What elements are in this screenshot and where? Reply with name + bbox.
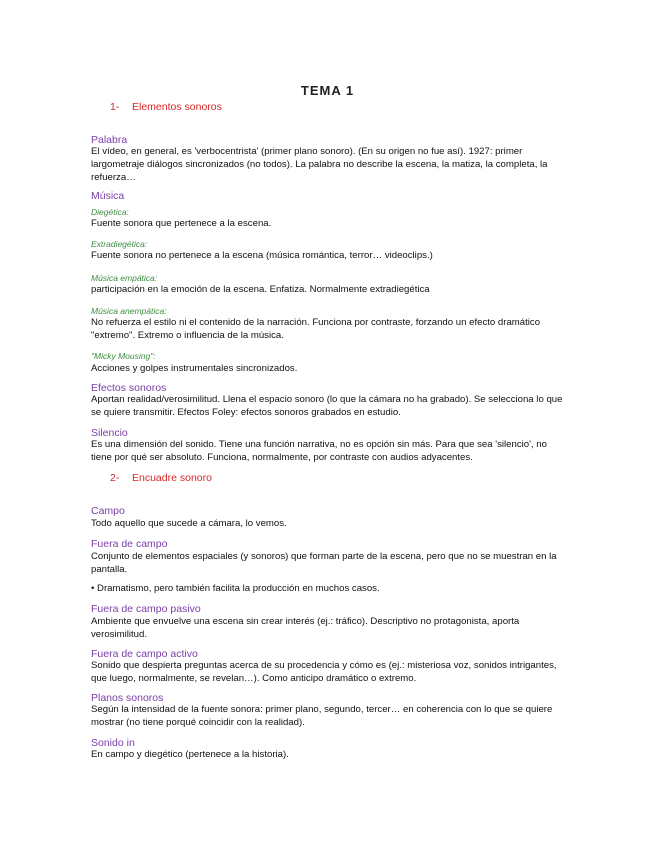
section-number: 1- — [110, 101, 120, 113]
paragraph-musica-anempatica: No refuerza el estilo ni el contenido de la narración. Funciona por contraste, forzando un efecto dramático "extremo". Extremo o influencia de la música. — [91, 317, 541, 341]
paragraph-fuera-de-campo-pasivo: Ambiente que envuelve una escena sin crear interés (ej.: tráfico). Descriptivo no protagonista, aporta verosimilitud. — [91, 616, 520, 640]
heading-fuera-de-campo-activo: Fuera de campo activo — [91, 648, 198, 660]
heading-palabra: Palabra — [91, 134, 128, 146]
heading-fuera-de-campo: Fuera de campo — [91, 538, 168, 550]
paragraph-silencio: Es una dimensión del sonido. Tiene una función narrativa, no es opción sin más. Para que sea 'silencio', no tiene por qué ser absoluto. Funciona, normalmente, por contraste con audios adyacentes. — [91, 439, 547, 463]
section-label: Elementos sonoros — [132, 101, 222, 113]
paragraph-diegetica: Fuente sonora que pertenece a la escena. — [91, 218, 272, 229]
paragraph-campo: Todo aquello que sucede a cámara, lo vemos. — [91, 518, 287, 529]
heading-sonido-in: Sonido in — [91, 737, 135, 749]
section-number: 2- — [110, 472, 120, 484]
paragraph-efectos-sonoros: Aportan realidad/verosimilitud. Llena el espacio sonoro (lo que la cámara no ha grabado). Se selecciona lo que se quiere transmitir. Efectos Foley: efectos sonoros grabados en estudio. — [91, 394, 563, 418]
paragraph-musica-empatica: participación en la emoción de la escena. Enfatiza. Normalmente extradiegética — [91, 284, 430, 295]
section-heading-2 — [110, 472, 212, 484]
subheading-diegetica: Diegética: — [91, 207, 129, 217]
section-heading-1 — [110, 101, 222, 113]
paragraph-fuera-de-campo: Conjunto de elementos espaciales (y sonoros) que forman parte de la escena, pero que no se muestran en la pantalla. — [91, 551, 557, 575]
heading-silencio: Silencio — [91, 427, 128, 439]
paragraph-palabra: El vídeo, en general, es 'verbocentrista' (primer plano sonoro). (En su origen no fue así). 1927: primer largometraje diálogos sincronizados (no todos). La palabra no describe la escena, la matiza, la completa, la refuerza… — [91, 146, 548, 183]
heading-musica: Música — [91, 190, 125, 202]
heading-efectos-sonoros: Efectos sonoros — [91, 382, 167, 394]
section-label: Encuadre sonoro — [132, 472, 212, 484]
subheading-musica-empatica: Música empática: — [91, 273, 158, 283]
paragraph-extradiegetica: Fuente sonora no pertenece a la escena (música romántica, terror… videoclips.) — [91, 250, 433, 261]
subheading-extradiegetica: Extradiegética: — [91, 239, 148, 249]
subheading-mickey-mousing: "Micky Mousing": — [91, 351, 156, 361]
paragraph-fuera-de-campo-activo: Sonido que despierta preguntas acerca de su procedencia y cómo es (ej.: misteriosa voz, sonidos intrigantes, que luego, normalmente, se revelan…). Como anticipo dramático o extremo. — [91, 660, 557, 684]
heading-campo: Campo — [91, 505, 125, 517]
heading-fuera-de-campo-pasivo: Fuera de campo pasivo — [91, 603, 201, 615]
paragraph-sonido-in: En campo y diegético (pertenece a la historia). — [91, 749, 289, 760]
page-title: TEMA 1 — [300, 83, 355, 98]
subheading-musica-anempatica: Música anempática: — [91, 306, 167, 316]
heading-planos-sonoros: Planos sonoros — [91, 692, 164, 704]
paragraph-planos-sonoros: Según la intensidad de la fuente sonora: primer plano, segundo, tercer… en coherencia con lo que se quiere mostrar (no tiene porqué coincidir con la realidad). — [91, 704, 553, 728]
bullet-dramatismo: • Dramatismo, pero también facilita la producción en muchos casos. — [91, 583, 380, 594]
paragraph-mickey-mousing: Acciones y golpes instrumentales sincronizados. — [91, 363, 298, 374]
